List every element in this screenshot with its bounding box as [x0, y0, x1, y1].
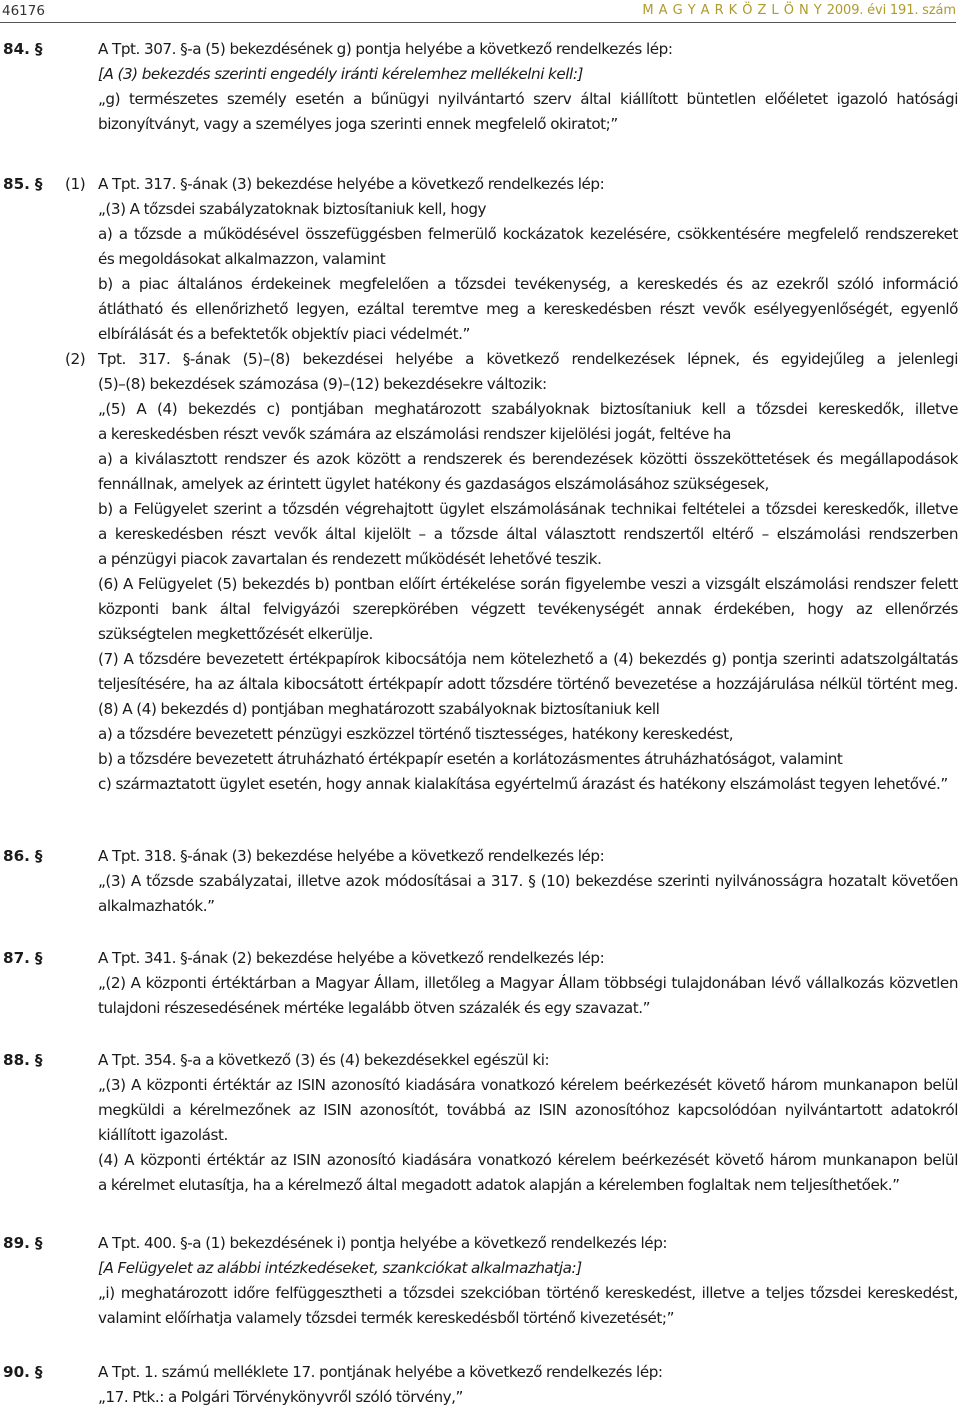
- text-line: tulajdoni részesedésének mértéke legalább ötven százalék és egy szavazat.”: [98, 999, 651, 1017]
- text-line: A Tpt. 400. §-a (1) bekezdésének i) pontja helyébe a következő rendelkezés lép:: [98, 1234, 668, 1252]
- text-line: bizonyítványt, vagy a személyes joga szerinti ennek megfelelő okiratot;”: [98, 115, 618, 133]
- section-85: [0, 172, 958, 797]
- text-line: szükségtelen megkettőzését elkerülje.: [98, 625, 373, 643]
- text-line: „i) meghatározott időre felfüggesztheti a tőzsdei szekcióban történő kereskedést, illetve a teljes tőzsdei kereskedést,: [98, 1284, 958, 1302]
- text-line: „(3) A tőzsde szabályzatai, illetve azok módosításai a 317. § (10) bekezdése szerinti nyilvánosságra hozatalt követően: [98, 872, 958, 890]
- text-line: alkalmazhatók.”: [98, 897, 215, 915]
- page-header: [0, 0, 958, 24]
- text-line: [A Felügyelet az alábbi intézkedéseket, szankciókat alkalmazhatja:]: [98, 1259, 582, 1277]
- paragraph-2: [0, 347, 958, 797]
- text-line: a) a tőzsde a működésével összefüggésben felmerülő kockázatok kezelésére, csökkentésére megfelelő rendszereket: [98, 225, 958, 243]
- section-body: [98, 37, 958, 137]
- page-number: 46176: [2, 3, 45, 19]
- text-line: a) a tőzsdére bevezetett pénzügyi eszközzel történő tisztességes, hatékony kereskedést,: [98, 725, 734, 743]
- section-body: [98, 946, 958, 1021]
- section-number: 87. §: [3, 949, 43, 967]
- section-body: [98, 1048, 958, 1198]
- header-rule: [0, 22, 956, 23]
- section-number: 89. §: [3, 1234, 43, 1252]
- section-89: [0, 1231, 958, 1331]
- section-86: [0, 844, 958, 919]
- text-line: „(3) A tőzsdei szabályzatoknak biztosítaniuk kell, hogy: [98, 200, 487, 218]
- text-line: „(2) A központi értéktárban a Magyar Állam, illetőleg a Magyar Állam többségi tulajdonában lévő vállalkozás közvetlen: [98, 974, 958, 992]
- text-line: (7) A tőzsdére bevezetett értékpapírok kibocsátója nem kötelezhető a (4) bekezdés g) pontja szerinti adatszolgáltatás: [98, 650, 958, 668]
- text-line: b) a Felügyelet szerint a tőzsdén végrehajtott ügylet elszámolásának technikai feltételei a tőzsdei kereskedők, illetve: [98, 500, 958, 518]
- text-line: „g) természetes személy esetén a bűnügyi nyilvántartó szerv által kiállított büntetlen előéletet igazoló hatósági: [98, 90, 958, 108]
- text-line: [A (3) bekezdés szerinti engedély iránti kérelemhez mellékelni kell:]: [98, 65, 583, 83]
- journal-issue: 2009. évi 191. szám: [826, 3, 956, 18]
- text-line: b) a piac általános érdekeinek megfelelően a tőzsdei tevékenység, a kereskedés és az ezekről szóló információ: [98, 275, 958, 293]
- text-line: „17. Ptk.: a Polgári Törvénykönyvről szóló törvény,”: [98, 1388, 463, 1406]
- text-line: (5)–(8) bekezdések számozása (9)–(12) bekezdésekre változik:: [98, 375, 547, 393]
- text-line: elbírálását és a befektetők objektív piaci védelmét.”: [98, 325, 470, 343]
- text-line: „(3) A központi értéktár az ISIN azonosító kiadására vonatkozó kérelem beérkezését követő három munkanapon belül: [98, 1076, 958, 1094]
- section-88: [0, 1048, 958, 1198]
- text-line: A Tpt. 354. §-a a következő (3) és (4) bekezdésekkel egészül ki:: [98, 1051, 550, 1069]
- text-line: a kérelmet elutasítja, ha a kérelmező által megadott adatok alapján a kérelemben foglaltak nem teljesíthetőek.”: [98, 1176, 900, 1194]
- text-line: és megoldásokat alkalmazzon, valamint: [98, 250, 386, 268]
- text-line: A Tpt. 1. számú melléklete 17. pontjának helyébe a következő rendelkezés lép:: [98, 1363, 663, 1381]
- text-line: A Tpt. 318. §-ának (3) bekezdése helyébe a következő rendelkezés lép:: [98, 847, 605, 865]
- section-number: 86. §: [3, 847, 43, 865]
- section-84: [0, 37, 958, 137]
- section-number: 88. §: [3, 1051, 43, 1069]
- text-line: „(5) A (4) bekezdés c) pontjában meghatározott szabályoknak biztosítaniuk kell a tőzsdei kereskedők, illetve: [98, 400, 958, 418]
- text-line: Tpt. 317. §-ának (5)–(8) bekezdései helyébe a következő rendelkezések lépnek, és egyidejűleg a jelenlegi: [98, 350, 958, 368]
- section-number: 90. §: [3, 1363, 43, 1381]
- text-line: (6) A Felügyelet (5) bekezdés b) pontban előírt értékelése során figyelembe veszi a vizsgált elszámolási rendszer felett: [98, 575, 958, 593]
- text-line: (8) A (4) bekezdés d) pontjában meghatározott szabályoknak biztosítaniuk kell: [98, 700, 660, 718]
- text-line: megküldi a kérelmezőnek az ISIN azonosítót, továbbá az ISIN azonosítóhoz kapcsolódóan nyilvántartott adatokról: [98, 1101, 958, 1119]
- section-number: 85. §: [3, 175, 43, 193]
- text-line: a pénzügyi piacok zavartalan és rendezett működését lehetővé teszik.: [98, 550, 602, 568]
- text-line: A Tpt. 317. §-ának (3) bekezdése helyébe a következő rendelkezés lép:: [98, 175, 605, 193]
- text-line: teljesítésére, ha az általa kibocsátott értékpapír adott tőzsdére történő bevezetése a hozzájárulása nélkül történt meg.: [98, 675, 958, 693]
- section-body: [98, 172, 958, 347]
- text-line: b) a tőzsdére bevezetett átruházható értékpapír esetén a korlátozásmentes átruházhatóságot, valamint: [98, 750, 843, 768]
- text-line: A Tpt. 307. §-a (5) bekezdésének g) pontja helyébe a következő rendelkezés lép:: [98, 40, 673, 58]
- text-line: A Tpt. 341. §-ának (2) bekezdése helyébe a következő rendelkezés lép:: [98, 949, 605, 967]
- section-body: [98, 1360, 958, 1410]
- journal-title: [642, 3, 956, 18]
- section-87: [0, 946, 958, 1021]
- text-line: a) a kiválasztott rendszer és azok között a rendszerek és berendezések közötti összeköttetések és megállapodások: [98, 450, 958, 468]
- text-line: fennállnak, amelyek az érintett ügylet hatékony és gazdaságos elszámolásához szükségesek,: [98, 475, 769, 493]
- paragraph-label: (2): [65, 350, 86, 368]
- text-line: átlátható és ellenőrizhető legyen, ezáltal teremtve meg a kereskedésben részt vevők esélyegyenlőségét, egyenlő: [98, 300, 958, 318]
- text-line: a kereskedésben részt vevők által kijelölt – a tőzsde által választott rendszertől eltérő – elszámolási rendszerben: [98, 525, 958, 543]
- text-line: (4) A központi értéktár az ISIN azonosító kiadására vonatkozó kérelem beérkezését követő három munkanapon belül: [98, 1151, 958, 1169]
- text-line: kiállított igazolást.: [98, 1126, 228, 1144]
- section-number: 84. §: [3, 40, 43, 58]
- section-body: [98, 347, 958, 797]
- section-body: [98, 844, 958, 919]
- journal-name: M A G Y A R K Ö Z L Ö N Y: [642, 3, 823, 18]
- section-body: [98, 1231, 958, 1331]
- text-line: valamint előírhatja valamely tőzsdei termék kereskedésből történő kivezetését;”: [98, 1309, 675, 1327]
- text-line: a kereskedésben részt vevők számára az elszámolási rendszer kijelölési jogát, feltéve ha: [98, 425, 731, 443]
- section-90: [0, 1360, 958, 1410]
- paragraph-label: (1): [65, 175, 86, 193]
- text-line: c) származtatott ügylet esetén, hogy annak kialakítása egyértelmű árazást és hatékony elszámolást tegyen lehetővé.”: [98, 775, 948, 793]
- text-line: központi bank által felvigyázói szerepkörében végzett tevékenységét annak érdekében, hogy az ellenőrzés: [98, 600, 958, 618]
